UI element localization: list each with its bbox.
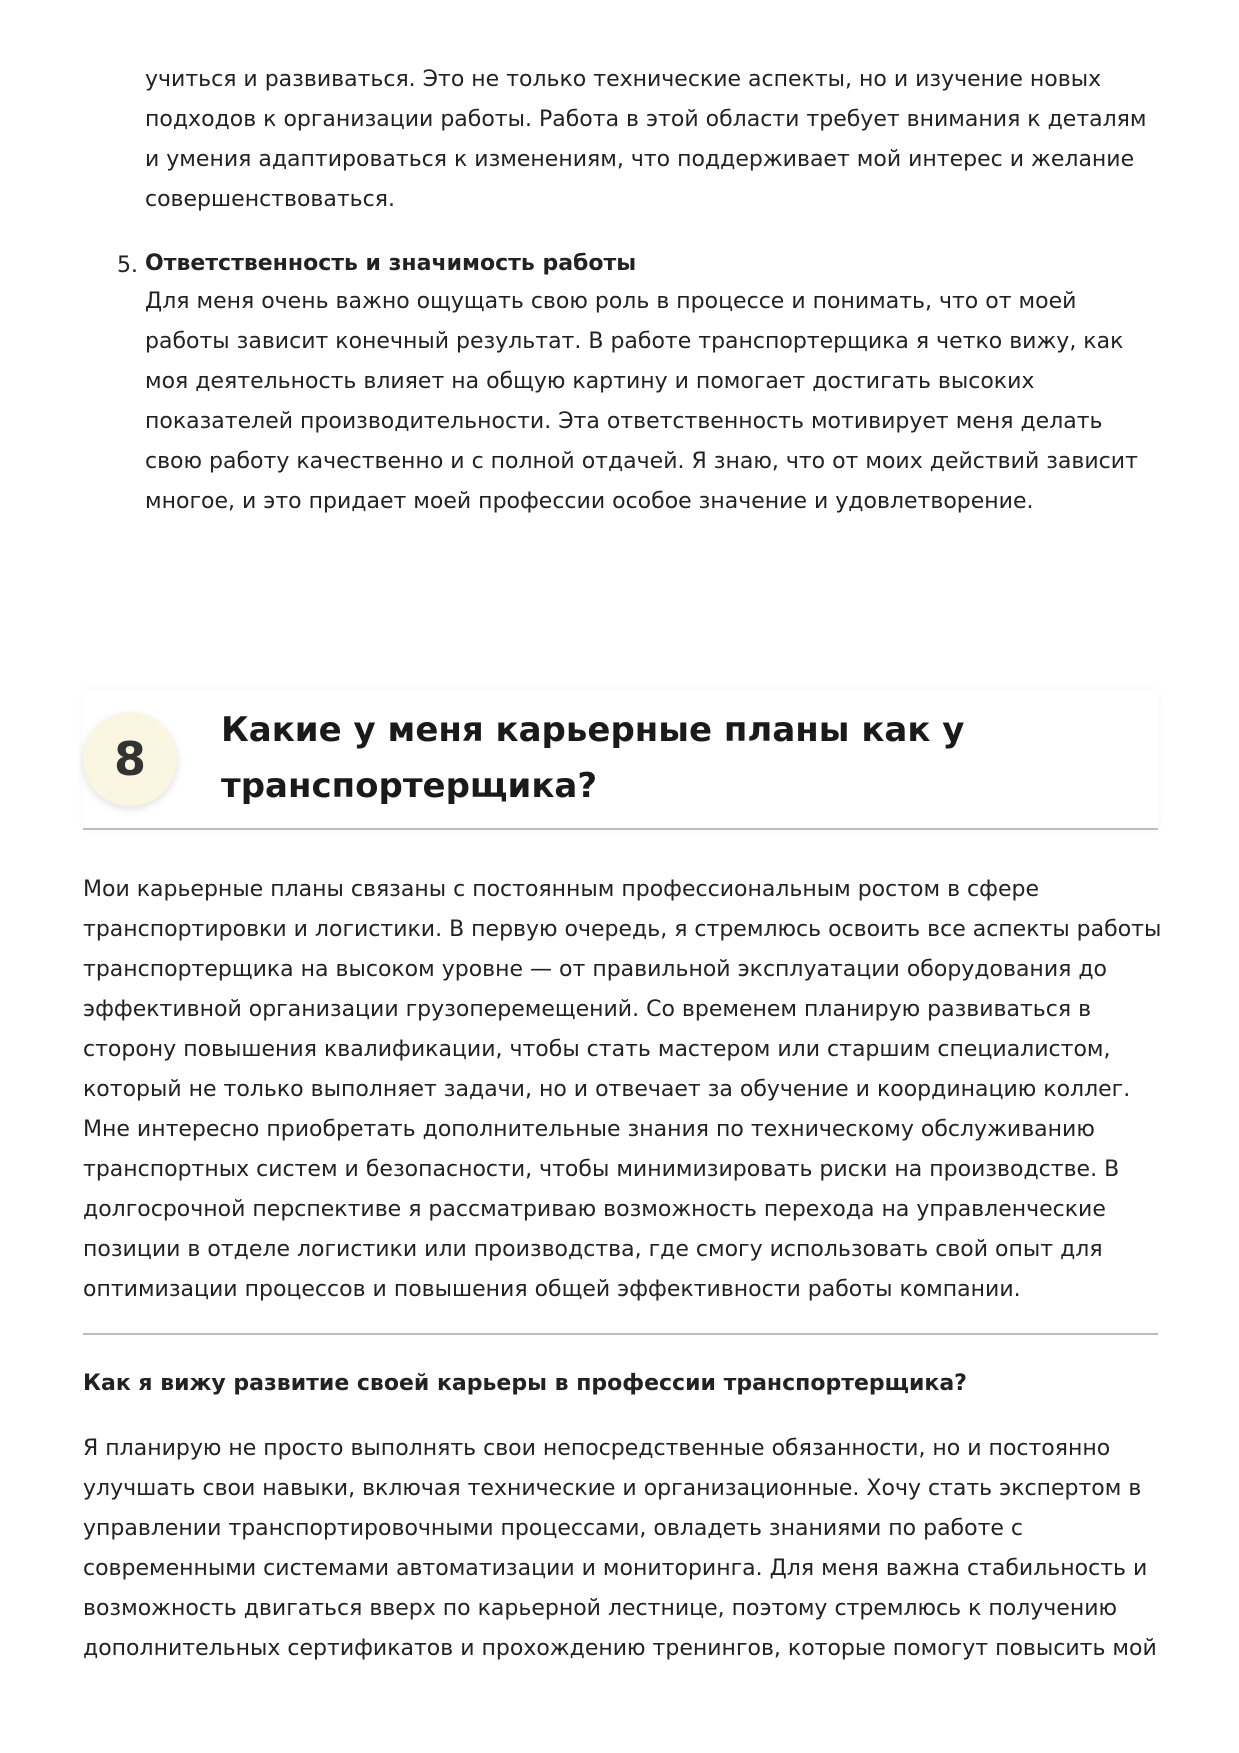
list-item-title: Ответственность и значимость работы — [145, 251, 637, 276]
list-item-number: 5. — [117, 253, 138, 278]
list-item-body: Для меня очень важно ощущать свою роль в процессе и понимать, что от моей работы зависит конечный результат. В работе транспортерщика я четко вижу, как моя деятельность влияет на общую картину и помогает достигать высоких показателей производительности. Эта ответственность мотивирует меня делать свою работу качественно и с полной отдачей. Я знаю, что от моих действий зависит многое, и это придает моей профессии особое значение и удовлетворение. — [145, 289, 1138, 514]
section-header — [83, 690, 1158, 830]
section-title: Какие у меня карьерные планы как у транспортерщика? — [221, 710, 965, 806]
section-number-badge: 8 — [83, 712, 177, 806]
sub-heading: Как я вижу развитие своей карьеры в профессии транспортерщика? — [83, 1371, 967, 1396]
divider — [83, 1333, 1158, 1335]
list-item-5 — [117, 246, 1155, 522]
continued-paragraph: учиться и развиваться. Это не только технические аспекты, но и изучение новых подходов к организации работы. Работа в этой области требует внимания к деталям и умения адаптироваться к изменениям, что поддерживает мой интерес и желание совершенствоваться. — [145, 67, 1147, 212]
final-paragraph: Я планирую не просто выполнять свои непосредственные обязанности, но и постоянно улучшать свои навыки, включая технические и организационные. Хочу стать экспертом в управлении транспортировочными процессами, овладеть знаниями по работе с современными системами автоматизации и мониторинга. Для меня важна стабильность и возможность двигаться вверх по карьерной лестнице, поэтому стремлюсь к получению дополнительных сертификатов и прохождению тренингов, которые помогут повысить мой — [83, 1436, 1157, 1661]
main-paragraph: Мои карьерные планы связаны с постоянным профессиональным ростом в сфере транспортировки и логистики. В первую очередь, я стремлюсь освоить все аспекты работы транспортерщика на высоком уровне — от правильной эксплуатации оборудования до эффективной организации грузоперемещений. Со временем планирую развиваться в сторону повышения квалификации, чтобы стать мастером или старшим специалистом, который не только выполняет задачи, но и отвечает за обучение и координацию коллег. Мне интересно приобретать дополнительные знания по техническому обслуживанию транспортных систем и безопасности, чтобы минимизировать риски на производстве. В долгосрочной перспективе я рассматриваю возможность перехода на управленческие позиции в отделе логистики или производства, где смогу использовать свой опыт для оптимизации процессов и повышения общей эффективности работы компании. — [83, 877, 1162, 1302]
